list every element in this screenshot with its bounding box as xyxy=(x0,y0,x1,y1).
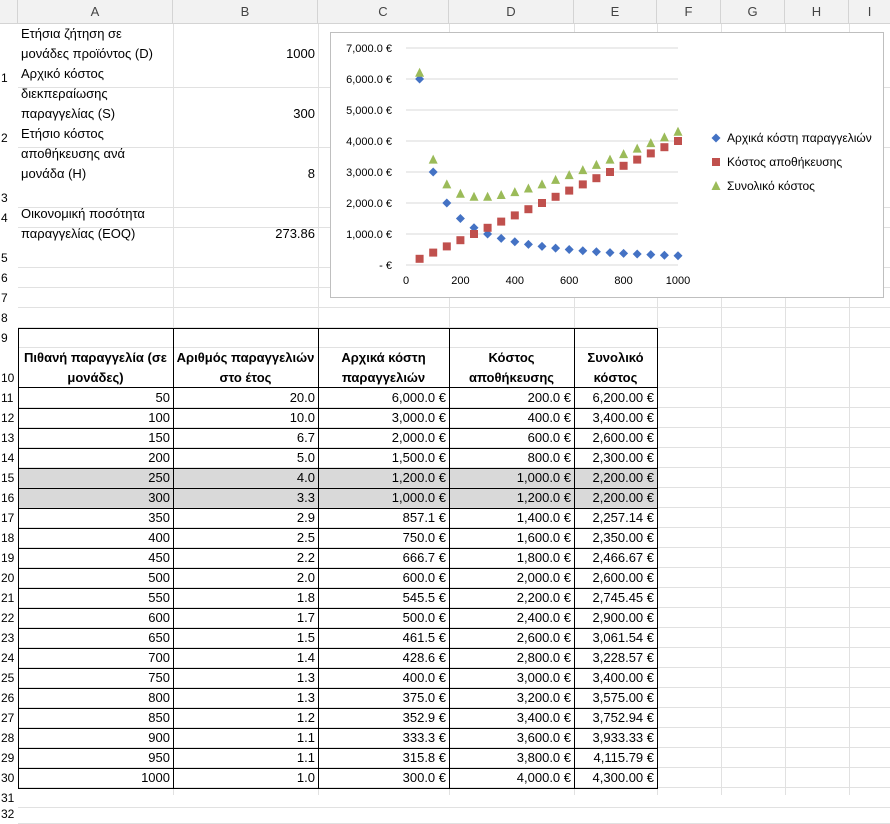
table-cell-r5-c5[interactable]: 2,200.00 € xyxy=(592,470,654,485)
table-cell-r6-c4[interactable]: 1,200.0 € xyxy=(516,490,571,505)
table-cell-r1-c1[interactable]: 50 xyxy=(155,390,170,405)
demand-label-line2: μονάδες προϊόντος (D) xyxy=(21,46,153,61)
chart-point-series2 xyxy=(592,174,600,182)
chart-point-series1 xyxy=(551,244,560,253)
table-cell-r17-c1[interactable]: 850 xyxy=(148,710,170,725)
chart-point-series2 xyxy=(470,230,478,238)
table-cell-r4-c1[interactable]: 200 xyxy=(148,450,170,465)
table-vertical-border xyxy=(449,328,450,788)
chart-y-tick-label: 2,000.0 € xyxy=(346,198,392,210)
chart-point-series3 xyxy=(497,190,506,199)
table-cell-r1-c2[interactable]: 20.0 xyxy=(289,390,315,405)
eoq-chart[interactable] xyxy=(330,32,884,298)
chart-point-series1 xyxy=(510,237,519,246)
eoq-label-line1: Οικονομική ποσότητα xyxy=(21,206,145,221)
row-header-20[interactable]: 20 xyxy=(1,571,15,585)
table-cell-r7-c2[interactable]: 2.9 xyxy=(296,510,315,525)
table-cell-r8-c3[interactable]: 750.0 € xyxy=(402,530,446,545)
chart-point-series3 xyxy=(578,165,587,174)
table-row-border xyxy=(18,768,658,769)
table-cell-r12-c2[interactable]: 1.7 xyxy=(296,610,315,625)
legend-marker-series3 xyxy=(712,181,721,190)
table-row-border xyxy=(18,728,658,729)
chart-point-series3 xyxy=(565,170,574,179)
row-header-18[interactable]: 18 xyxy=(1,531,15,545)
row-header-5[interactable]: 5 xyxy=(1,251,8,265)
table-cell-r19-c4[interactable]: 3,800.0 € xyxy=(516,750,571,765)
eoq-label-line2: παραγγελίας (EOQ) xyxy=(21,226,136,241)
row-header-26[interactable]: 26 xyxy=(1,691,15,705)
column-header-b[interactable]: B xyxy=(173,0,318,24)
chart-point-series1 xyxy=(456,214,465,223)
chart-point-series3 xyxy=(674,127,683,136)
table-row-border xyxy=(18,408,658,409)
row-header-9[interactable]: 9 xyxy=(1,331,8,345)
table-cell-r17-c5[interactable]: 3,752.94 € xyxy=(592,710,654,725)
table-cell-r11-c4[interactable]: 2,200.0 € xyxy=(516,590,571,605)
chart-point-series3 xyxy=(524,184,533,193)
table-cell-r14-c4[interactable]: 2,800.0 € xyxy=(516,650,571,665)
column-header-f[interactable]: F xyxy=(657,0,721,24)
row-header-6[interactable]: 6 xyxy=(1,271,8,285)
table-cell-r18-c1[interactable]: 900 xyxy=(148,730,170,745)
table-row-border xyxy=(18,788,658,789)
table-cell-r3-c1[interactable]: 150 xyxy=(148,430,170,445)
table-vertical-border xyxy=(318,328,319,788)
chart-y-tick-label: 7,000.0 € xyxy=(346,43,392,55)
row-header-22[interactable]: 22 xyxy=(1,611,15,625)
table-top-border xyxy=(18,328,658,329)
table-cell-r12-c3[interactable]: 500.0 € xyxy=(402,610,446,625)
chart-point-series1 xyxy=(429,168,438,177)
chart-point-series2 xyxy=(565,187,573,195)
row-header-2[interactable]: 2 xyxy=(1,131,8,145)
row-header-19[interactable]: 19 xyxy=(1,551,15,565)
table-cell-r13-c5[interactable]: 3,061.54 € xyxy=(592,630,654,645)
table-cell-r3-c2[interactable]: 6.7 xyxy=(296,430,315,445)
table-cell-r11-c2[interactable]: 1.8 xyxy=(296,590,315,605)
table-cell-r3-c4[interactable]: 600.0 € xyxy=(527,430,571,445)
grid-row-line xyxy=(18,807,890,808)
table-header-b-line1: Αριθμός παραγγελιών xyxy=(176,350,315,365)
table-header-c-line2: παραγγελιών xyxy=(341,370,426,385)
row-header-12[interactable]: 12 xyxy=(1,411,15,425)
table-vertical-border xyxy=(18,328,19,788)
column-header-g[interactable]: G xyxy=(721,0,785,24)
corner-select-all[interactable] xyxy=(0,0,18,24)
chart-x-tick-label: 1000 xyxy=(665,275,691,287)
table-cell-r15-c1[interactable]: 750 xyxy=(148,670,170,685)
chart-y-tick-label: - € xyxy=(379,260,392,272)
column-header-d[interactable]: D xyxy=(449,0,574,24)
eoq-value[interactable]: 273.86 xyxy=(275,226,315,241)
table-row-border xyxy=(18,708,658,709)
order-cost-label-line1: Αρχικό κόστος xyxy=(21,66,105,81)
table-cell-r4-c4[interactable]: 800.0 € xyxy=(527,450,571,465)
chart-point-series2 xyxy=(416,255,424,263)
table-cell-r3-c5[interactable]: 2,600.00 € xyxy=(592,430,654,445)
chart-point-series1 xyxy=(660,251,669,260)
table-cell-r10-c1[interactable]: 500 xyxy=(148,570,170,585)
chart-point-series1 xyxy=(674,251,683,260)
table-row-border xyxy=(18,448,658,449)
chart-point-series2 xyxy=(606,168,614,176)
chart-point-series3 xyxy=(606,155,615,164)
table-row-border xyxy=(18,528,658,529)
table-cell-r7-c1[interactable]: 350 xyxy=(148,510,170,525)
table-cell-r20-c1[interactable]: 1000 xyxy=(141,770,170,785)
table-row-border xyxy=(18,428,658,429)
chart-point-series3 xyxy=(510,187,519,196)
table-cell-r16-c1[interactable]: 800 xyxy=(148,690,170,705)
row-header-16[interactable]: 16 xyxy=(1,491,15,505)
legend-label-series2: Κόστος αποθήκευσης xyxy=(727,155,843,169)
chart-point-series2 xyxy=(579,180,587,188)
chart-y-tick-label: 5,000.0 € xyxy=(346,105,392,117)
row-header-15[interactable]: 15 xyxy=(1,471,15,485)
chart-point-series1 xyxy=(592,247,601,256)
chart-point-series3 xyxy=(470,192,479,201)
table-cell-r17-c4[interactable]: 3,400.0 € xyxy=(516,710,571,725)
table-cell-r1-c5[interactable]: 6,200.00 € xyxy=(592,390,654,405)
table-cell-r18-c2[interactable]: 1.1 xyxy=(296,730,315,745)
chart-point-series1 xyxy=(646,250,655,259)
table-cell-r11-c1[interactable]: 550 xyxy=(148,590,170,605)
table-cell-r7-c5[interactable]: 2,257.14 € xyxy=(592,510,654,525)
table-cell-r4-c3[interactable]: 1,500.0 € xyxy=(391,450,446,465)
chart-point-series3 xyxy=(429,155,438,164)
table-cell-r15-c4[interactable]: 3,000.0 € xyxy=(516,670,571,685)
table-row-border xyxy=(18,668,658,669)
chart-point-series1 xyxy=(619,249,628,258)
table-cell-r15-c3[interactable]: 400.0 € xyxy=(402,670,446,685)
holding-cost-value[interactable]: 8 xyxy=(307,166,315,181)
table-cell-r16-c5[interactable]: 3,575.00 € xyxy=(592,690,654,705)
table-cell-r14-c2[interactable]: 1.4 xyxy=(296,650,315,665)
table-header-d-line1: Κόστος xyxy=(488,350,535,365)
chart-point-series3 xyxy=(633,144,642,153)
table-header-a-line2: μονάδες) xyxy=(67,370,124,385)
table-cell-r19-c2[interactable]: 1.1 xyxy=(296,750,315,765)
chart-y-tick-label: 1,000.0 € xyxy=(346,229,392,241)
chart-point-series2 xyxy=(674,137,682,145)
table-header-e-line2: κόστος xyxy=(593,370,638,385)
table-cell-r15-c5[interactable]: 3,400.00 € xyxy=(592,670,654,685)
chart-canvas xyxy=(331,33,883,297)
table-cell-r9-c4[interactable]: 1,800.0 € xyxy=(516,550,571,565)
table-cell-r11-c5[interactable]: 2,745.45 € xyxy=(592,590,654,605)
chart-point-series3 xyxy=(592,160,601,169)
table-cell-r10-c2[interactable]: 2.0 xyxy=(296,570,315,585)
table-row-border xyxy=(18,628,658,629)
table-cell-r5-c1[interactable]: 250 xyxy=(148,470,170,485)
row-header-1[interactable]: 1 xyxy=(1,71,8,85)
table-cell-r9-c3[interactable]: 666.7 € xyxy=(402,550,446,565)
chart-point-series2 xyxy=(443,242,451,250)
order-cost-label-line3: παραγγελίας (S) xyxy=(21,106,116,121)
table-header-d-line2: αποθήκευσης xyxy=(468,370,555,385)
table-row-border xyxy=(18,608,658,609)
holding-cost-label-line3: μονάδα (H) xyxy=(21,166,87,181)
table-cell-r20-c2[interactable]: 1.0 xyxy=(296,770,315,785)
chart-point-series2 xyxy=(647,149,655,157)
table-cell-r19-c1[interactable]: 950 xyxy=(148,750,170,765)
table-row-border xyxy=(18,508,658,509)
table-cell-r2-c4[interactable]: 400.0 € xyxy=(527,410,571,425)
table-cell-r18-c3[interactable]: 333.3 € xyxy=(402,730,446,745)
chart-point-series2 xyxy=(429,249,437,257)
holding-cost-label-line1: Ετήσιο κόστος xyxy=(21,126,104,141)
table-cell-r10-c4[interactable]: 2,000.0 € xyxy=(516,570,571,585)
demand-value[interactable]: 1000 xyxy=(286,46,315,61)
order-cost-label-line2: διεκπεραίωσης xyxy=(21,86,108,101)
holding-cost-label-line2: αποθήκευσης ανά xyxy=(21,146,126,161)
table-cell-r9-c2[interactable]: 2.2 xyxy=(296,550,315,565)
table-vertical-border xyxy=(657,328,658,788)
table-cell-r2-c1[interactable]: 100 xyxy=(148,410,170,425)
table-cell-r12-c4[interactable]: 2,400.0 € xyxy=(516,610,571,625)
table-cell-r6-c3[interactable]: 1,000.0 € xyxy=(391,490,446,505)
table-header-e-line1: Συνολικό xyxy=(587,350,644,365)
table-cell-r19-c5[interactable]: 4,115.79 € xyxy=(593,750,654,765)
chart-point-series1 xyxy=(565,245,574,254)
row-header-29[interactable]: 29 xyxy=(1,751,15,765)
row-header-30[interactable]: 30 xyxy=(1,771,15,785)
table-cell-r14-c3[interactable]: 428.6 € xyxy=(402,650,446,665)
table-cell-r16-c4[interactable]: 3,200.0 € xyxy=(516,690,571,705)
row-header-31[interactable]: 31 xyxy=(1,791,15,805)
chart-point-series2 xyxy=(620,162,628,170)
chart-point-series3 xyxy=(483,192,492,201)
row-header-13[interactable]: 13 xyxy=(1,431,15,445)
table-cell-r14-c5[interactable]: 3,228.57 € xyxy=(592,650,654,665)
chart-point-series2 xyxy=(538,199,546,207)
chart-point-series1 xyxy=(442,199,451,208)
chart-point-series3 xyxy=(619,149,628,158)
legend-marker-series1 xyxy=(712,134,721,143)
table-header-b-line2: στο έτος xyxy=(219,370,272,385)
chart-point-series2 xyxy=(484,224,492,232)
table-cell-r15-c2[interactable]: 1.3 xyxy=(296,670,315,685)
table-row-border xyxy=(18,488,658,489)
table-cell-r11-c3[interactable]: 545.5 € xyxy=(402,590,446,605)
chart-point-series1 xyxy=(578,246,587,255)
table-cell-r20-c3[interactable]: 300.0 € xyxy=(402,770,446,785)
table-cell-r18-c4[interactable]: 3,600.0 € xyxy=(516,730,571,745)
table-cell-r12-c1[interactable]: 600 xyxy=(148,610,170,625)
row-header-7[interactable]: 7 xyxy=(1,291,8,305)
chart-point-series2 xyxy=(633,156,641,164)
demand-label-line1: Ετήσια ζήτηση σε xyxy=(21,26,122,41)
table-row-border xyxy=(18,468,658,469)
chart-x-tick-label: 200 xyxy=(451,275,470,287)
chart-point-series2 xyxy=(660,143,668,151)
row-header-10[interactable]: 10 xyxy=(1,371,15,385)
table-row-border xyxy=(18,548,658,549)
table-cell-r5-c3[interactable]: 1,200.0 € xyxy=(391,470,446,485)
chart-point-series2 xyxy=(524,205,532,213)
table-cell-r8-c2[interactable]: 2.5 xyxy=(296,530,315,545)
table-cell-r3-c3[interactable]: 2,000.0 € xyxy=(391,430,446,445)
table-row-border xyxy=(18,648,658,649)
table-cell-r13-c3[interactable]: 461.5 € xyxy=(402,630,446,645)
chart-y-tick-label: 4,000.0 € xyxy=(346,136,392,148)
row-header-23[interactable]: 23 xyxy=(1,631,15,645)
row-header-4[interactable]: 4 xyxy=(1,211,8,225)
table-cell-r18-c5[interactable]: 3,933.33 € xyxy=(592,730,654,745)
chart-point-series1 xyxy=(633,250,642,259)
row-header-8[interactable]: 8 xyxy=(1,311,8,325)
chart-point-series2 xyxy=(456,236,464,244)
column-header-bar xyxy=(0,0,890,24)
table-cell-r14-c1[interactable]: 700 xyxy=(148,650,170,665)
table-cell-r2-c3[interactable]: 3,000.0 € xyxy=(391,410,446,425)
table-cell-r9-c5[interactable]: 2,466.67 € xyxy=(592,550,654,565)
row-header-27[interactable]: 27 xyxy=(1,711,15,725)
table-cell-r13-c2[interactable]: 1.5 xyxy=(296,630,315,645)
table-row-border xyxy=(18,387,658,388)
legend-marker-series2 xyxy=(712,158,720,166)
table-row-border xyxy=(18,688,658,689)
table-cell-r8-c4[interactable]: 1,600.0 € xyxy=(516,530,571,545)
table-cell-r20-c4[interactable]: 4,000.0 € xyxy=(516,770,571,785)
chart-point-series3 xyxy=(646,138,655,147)
table-cell-r6-c5[interactable]: 2,200.00 € xyxy=(592,490,654,505)
row-header-14[interactable]: 14 xyxy=(1,451,15,465)
chart-point-series2 xyxy=(511,211,519,219)
table-cell-r8-c5[interactable]: 2,350.00 € xyxy=(592,530,654,545)
table-cell-r6-c1[interactable]: 300 xyxy=(148,490,170,505)
column-header-h[interactable]: H xyxy=(785,0,849,24)
table-cell-r4-c5[interactable]: 2,300.00 € xyxy=(592,450,654,465)
table-cell-r7-c3[interactable]: 857.1 € xyxy=(402,510,446,525)
table-cell-r17-c3[interactable]: 352.9 € xyxy=(402,710,446,725)
table-cell-r4-c2[interactable]: 5.0 xyxy=(296,450,315,465)
chart-point-series3 xyxy=(538,179,547,188)
row-header-21[interactable]: 21 xyxy=(1,591,15,605)
column-header-i[interactable]: I xyxy=(867,4,872,19)
table-cell-r5-c4[interactable]: 1,000.0 € xyxy=(516,470,571,485)
chart-x-tick-label: 0 xyxy=(402,275,410,287)
row-header-25[interactable]: 25 xyxy=(1,671,15,685)
row-header-bar xyxy=(0,24,18,821)
table-cell-r5-c2[interactable]: 4.0 xyxy=(296,470,315,485)
chart-point-series1 xyxy=(538,242,547,251)
chart-point-series3 xyxy=(415,68,424,77)
legend-label-series3: Συνολικό κόστος xyxy=(727,179,815,193)
chart-y-tick-label: 3,000.0 € xyxy=(346,167,392,179)
chart-x-tick-label: 400 xyxy=(505,275,524,287)
chart-point-series1 xyxy=(497,234,506,243)
column-header-c[interactable]: C xyxy=(318,0,449,24)
table-cell-r8-c1[interactable]: 400 xyxy=(148,530,170,545)
grid-row-line xyxy=(18,307,890,308)
table-vertical-border xyxy=(173,328,174,788)
chart-x-tick-label: 800 xyxy=(614,275,633,287)
chart-point-series3 xyxy=(660,132,669,141)
chart-point-series1 xyxy=(606,248,615,257)
table-row-border xyxy=(18,748,658,749)
row-header-28[interactable]: 28 xyxy=(1,731,15,745)
chart-y-tick-label: 6,000.0 € xyxy=(346,74,392,86)
chart-point-series1 xyxy=(524,240,533,249)
chart-point-series3 xyxy=(456,189,465,198)
row-header-11[interactable]: 11 xyxy=(1,391,14,405)
table-cell-r9-c1[interactable]: 450 xyxy=(148,550,170,565)
table-header-a-line1: Πιθανή παραγγελία (σε xyxy=(24,350,167,365)
row-header-24[interactable]: 24 xyxy=(1,651,15,665)
table-cell-r6-c2[interactable]: 3.3 xyxy=(296,490,315,505)
chart-x-tick-label: 600 xyxy=(560,275,579,287)
table-cell-r10-c5[interactable]: 2,600.00 € xyxy=(592,570,654,585)
table-cell-r13-c4[interactable]: 2,600.0 € xyxy=(516,630,571,645)
table-row-border xyxy=(18,568,658,569)
table-header-c-line1: Αρχικά κόστη xyxy=(341,350,426,365)
table-cell-r17-c2[interactable]: 1.2 xyxy=(296,710,315,725)
table-cell-r20-c5[interactable]: 4,300.00 € xyxy=(592,770,654,785)
table-cell-r1-c4[interactable]: 200.0 € xyxy=(527,390,571,405)
order-cost-value[interactable]: 300 xyxy=(293,106,315,121)
legend-label-series1: Αρχικά κόστη παραγγελιών xyxy=(727,131,872,145)
table-cell-r12-c5[interactable]: 2,900.00 € xyxy=(592,610,654,625)
table-cell-r13-c1[interactable]: 650 xyxy=(148,630,170,645)
row-header-32[interactable]: 32 xyxy=(1,807,15,821)
row-header-3[interactable]: 3 xyxy=(1,191,8,205)
row-header-17[interactable]: 17 xyxy=(1,511,15,525)
table-cell-r1-c3[interactable]: 6,000.0 € xyxy=(391,390,446,405)
table-cell-r16-c3[interactable]: 375.0 € xyxy=(402,690,446,705)
table-vertical-border xyxy=(574,328,575,788)
table-cell-r19-c3[interactable]: 315.8 € xyxy=(402,750,446,765)
table-cell-r10-c3[interactable]: 600.0 € xyxy=(402,570,446,585)
column-header-e[interactable]: E xyxy=(574,0,657,24)
table-cell-r2-c2[interactable]: 10.0 xyxy=(289,410,315,425)
table-row-border xyxy=(18,588,658,589)
table-cell-r2-c5[interactable]: 3,400.00 € xyxy=(592,410,654,425)
column-header-a[interactable]: A xyxy=(18,0,173,24)
table-cell-r7-c4[interactable]: 1,400.0 € xyxy=(516,510,571,525)
table-cell-r16-c2[interactable]: 1.3 xyxy=(296,690,315,705)
chart-point-series2 xyxy=(497,218,505,226)
chart-point-series3 xyxy=(551,175,560,184)
chart-point-series2 xyxy=(552,193,560,201)
chart-point-series3 xyxy=(442,179,451,188)
